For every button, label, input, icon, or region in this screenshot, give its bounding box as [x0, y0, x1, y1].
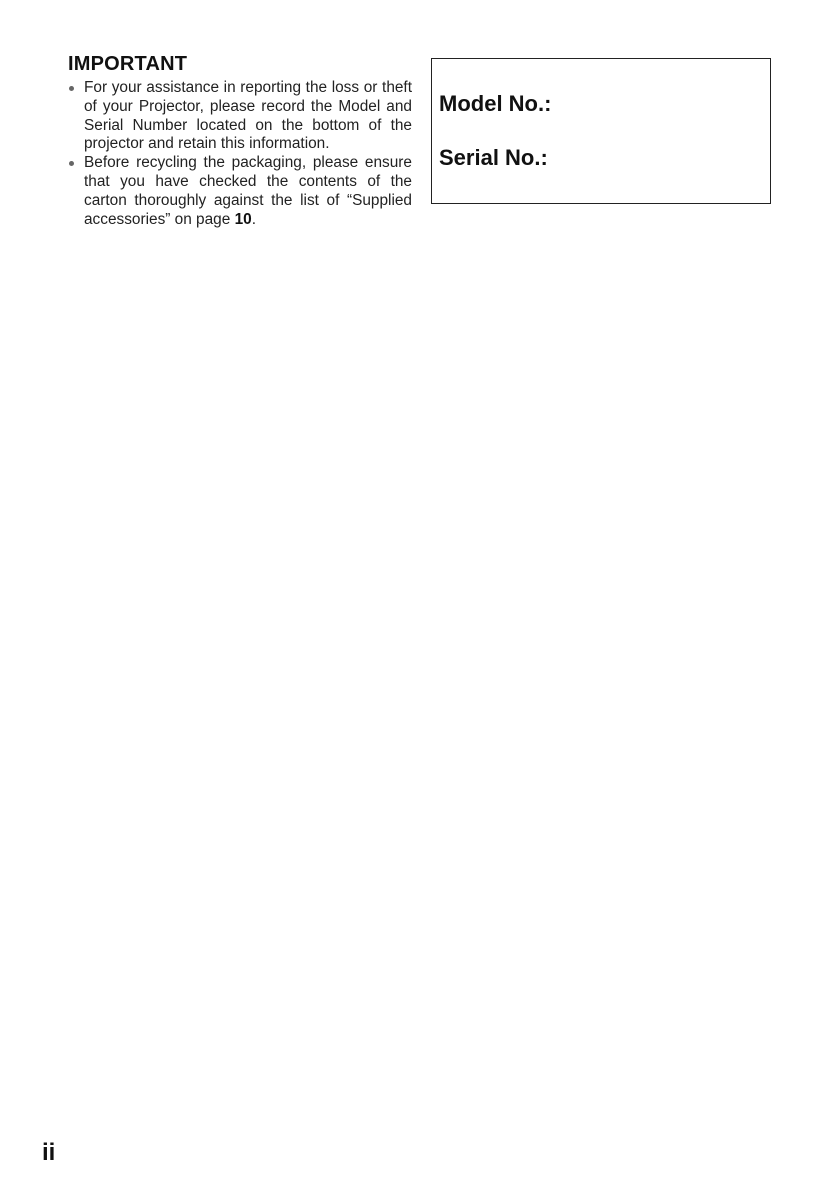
important-section — [68, 52, 412, 229]
serial-number-label: Serial No.: — [439, 145, 548, 170]
bullet-icon — [69, 86, 74, 91]
bullet-suffix: . — [251, 210, 256, 228]
important-bullet-list — [68, 79, 412, 229]
bullet-item-record-serial — [68, 79, 412, 154]
bullet-text: For your assistance in reporting the loss or theft of your Projector, please record the Model and Serial Number located on the bottom of the projector and retain this information. — [84, 79, 412, 153]
important-heading: IMPORTANT — [68, 53, 188, 75]
bullet-text: Before recycling the packaging, please ensure that you have checked the contents of the carton thoroughly against the list of “Supplied accessories” on page — [84, 154, 412, 228]
page-reference: 10 — [234, 210, 252, 228]
model-serial-record-box — [431, 58, 771, 204]
bullet-item-recycling — [68, 154, 412, 229]
bullet-icon — [69, 161, 74, 166]
page-number: ii — [42, 1139, 56, 1166]
model-number-label: Model No.: — [439, 91, 552, 116]
